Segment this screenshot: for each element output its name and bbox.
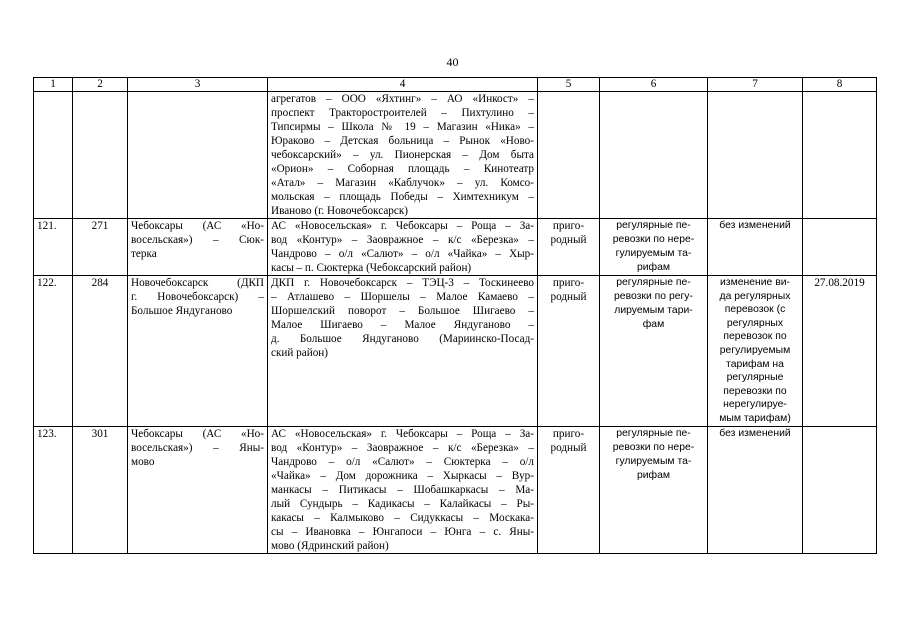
route-path xyxy=(268,219,538,276)
table-row xyxy=(34,219,877,276)
cell-text-line: какасы – Калмыково – Сидуккасы – Москака- xyxy=(271,511,534,524)
cell-text-line: сы – Ивановка – Юнгапоси – Юнга – с. Яны- xyxy=(271,525,534,538)
cell-text-line: Чандрово – о/л «Салют» – о/л «Чайка» – Хыр- xyxy=(271,248,534,260)
cell-text-line: «Орион» – Соборная площадь – Кинотеатр xyxy=(271,163,534,175)
cell-text-line: приго- xyxy=(552,277,585,289)
route-type xyxy=(538,92,600,219)
transport-kind xyxy=(600,276,708,427)
cell-text-line: да регулярных xyxy=(719,290,791,302)
cell-text-line: г. Новочебоксарск) – xyxy=(131,291,264,303)
cell-text-line: регулярные пе- xyxy=(616,220,691,231)
route-path xyxy=(268,92,538,219)
cell-text-line: проспект Тракторостроителей – Пихтулино – xyxy=(271,107,534,119)
route-type xyxy=(538,276,600,427)
cell-text-line: ревозки по нере- xyxy=(612,234,695,245)
cell-text-line: мольская – площадь Победы – Химтехникум – xyxy=(271,191,534,203)
cell-text-line: тарифам на xyxy=(726,358,784,370)
registration-number: 301 xyxy=(73,426,128,553)
change-description xyxy=(708,426,803,553)
cell-text-line: Чандрово – о/л «Салют» – Сюктерка – о/л xyxy=(271,455,534,468)
cell-text-line: ДКП г. Новочебоксарск – ТЭЦ-3 – Тоскинеево xyxy=(271,277,534,289)
cell-text-line: вод «Контур» – Заовражное – к/с «Березка» – xyxy=(271,234,534,246)
cell-text-line: без изменений xyxy=(719,427,791,439)
change-description xyxy=(708,276,803,427)
route-path xyxy=(268,426,538,553)
cell-text-line: терка xyxy=(131,248,157,260)
column-header: 7 xyxy=(708,78,803,92)
cell-text-line: рифам xyxy=(636,262,671,273)
cell-text-line: манкасы – Питикасы – Шобашкаркасы – Ма- xyxy=(271,483,534,496)
column-header: 8 xyxy=(803,78,877,92)
cell-text-line: гулируемым та- xyxy=(615,248,692,259)
cell-text-line: Чебоксары (АС «Но- xyxy=(131,427,264,440)
cell-text-line: перевозок по xyxy=(723,331,787,343)
cell-text-line: регулируемым xyxy=(719,344,791,356)
change-date xyxy=(803,92,877,219)
cell-text-line: Большое Яндуганово xyxy=(131,305,233,317)
cell-text-line: регулярные пе- xyxy=(616,277,691,288)
route-type xyxy=(538,219,600,276)
cell-text-line: Юраково – Детская больница – Рынок «Ново- xyxy=(271,135,534,147)
cell-text-line: восельская») – Яны- xyxy=(131,441,264,454)
cell-text-line: лый Сундырь – Кадикасы – Калайкасы – Ры- xyxy=(271,497,534,510)
column-header: 3 xyxy=(128,78,268,92)
cell-text-line: д. Большое Яндуганово (Мариинско-Посад- xyxy=(271,333,534,345)
cell-text-line: родный xyxy=(550,291,587,303)
route-name xyxy=(128,426,268,553)
cell-text-line: приго- xyxy=(552,427,585,440)
cell-text-line: приго- xyxy=(552,220,585,232)
cell-text-line: перевозки по xyxy=(723,385,787,397)
registration-number xyxy=(73,92,128,219)
routes-table xyxy=(33,77,877,554)
column-header: 5 xyxy=(538,78,600,92)
cell-text-line: «Атал» – Магазин «Каблучок» – ул. Комсо- xyxy=(271,177,534,189)
cell-text-line: рифам xyxy=(636,469,671,481)
transport-kind xyxy=(600,219,708,276)
cell-text-line: чебоксарский» – ул. Пионерская – Дом быта xyxy=(271,149,534,161)
cell-text-line: лируемым тари- xyxy=(614,305,693,316)
route-name xyxy=(128,219,268,276)
registration-number: 271 xyxy=(73,219,128,276)
cell-text-line: АС «Новосельская» г. Чебоксары – Роща – За- xyxy=(271,220,534,232)
cell-text-line: без изменений xyxy=(719,220,791,231)
cell-text-line: мым тарифам) xyxy=(719,412,791,424)
cell-text-line: мово (Ядринский район) xyxy=(271,539,389,552)
cell-text-line: регулярные пе- xyxy=(616,427,691,439)
cell-text-line: вод «Контур» – Заовражное – к/с «Березка» – xyxy=(271,441,534,454)
column-number-row xyxy=(34,78,877,92)
cell-text-line: ский район) xyxy=(271,347,329,359)
row-number xyxy=(34,92,73,219)
cell-text-line: фам xyxy=(642,319,665,330)
cell-text-line: ревозки по регу- xyxy=(614,291,693,302)
transport-kind xyxy=(600,92,708,219)
cell-text-line: Чебоксары (АС «Но- xyxy=(131,220,264,232)
column-header: 6 xyxy=(600,78,708,92)
change-date xyxy=(803,219,877,276)
cell-text-line: Малое Шигаево – Малое Яндуганово – xyxy=(271,319,534,331)
table-row xyxy=(34,276,877,427)
table-row xyxy=(34,426,877,553)
cell-text-line: ревозки по нере- xyxy=(612,441,695,453)
cell-text-line: касы – п. Сюктерка (Чебоксарский район) xyxy=(271,262,472,274)
row-number: 121. xyxy=(34,219,73,276)
cell-text-line: агрегатов – ООО «Яхтинг» – АО «Инкост» – xyxy=(271,93,534,105)
cell-text-line: «Чайка» – Дом дорожника – Хыркасы – Вур- xyxy=(271,469,534,482)
cell-text-line: регулярные xyxy=(726,372,784,384)
cell-text-line: Шоршелский поворот – Большое Шигаево – xyxy=(271,305,534,317)
registration-number: 284 xyxy=(73,276,128,427)
route-type xyxy=(538,426,600,553)
cell-text-line: АС «Новосельская» г. Чебоксары – Роща – За- xyxy=(271,427,534,440)
column-header: 4 xyxy=(268,78,538,92)
route-name xyxy=(128,276,268,427)
cell-text-line: изменение ви- xyxy=(720,277,790,288)
cell-text-line: мово xyxy=(131,455,155,468)
cell-text-line: перевозок (с xyxy=(724,304,786,316)
page-number: 40 xyxy=(446,55,459,69)
cell-text-line: нерегулируе- xyxy=(723,399,787,411)
table-row xyxy=(34,92,877,219)
column-header: 1 xyxy=(34,78,73,92)
cell-text-line: регулярных xyxy=(726,317,784,329)
cell-text-line: Новочебоксарск (ДКП xyxy=(131,277,264,289)
column-header: 2 xyxy=(73,78,128,92)
route-path xyxy=(268,276,538,427)
cell-text-line: родный xyxy=(550,234,587,246)
cell-text-line: – Атлашево – Шоршелы – Малое Камаево – xyxy=(271,291,534,303)
row-number: 122. xyxy=(34,276,73,427)
route-name xyxy=(128,92,268,219)
change-description xyxy=(708,219,803,276)
transport-kind xyxy=(600,426,708,553)
cell-text-line: родный xyxy=(550,441,587,454)
cell-text-line: восельская») – Сюк- xyxy=(131,234,264,246)
change-description xyxy=(708,92,803,219)
cell-text-line: Иваново (г. Новочебоксарск) xyxy=(271,205,409,217)
cell-text-line: Типсирмы – Школа № 19 – Магазин «Ника» – xyxy=(271,121,534,133)
cell-text-line: гулируемым та- xyxy=(615,455,692,467)
row-number: 123. xyxy=(34,426,73,553)
change-date xyxy=(803,426,877,553)
change-date: 27.08.2019 xyxy=(803,276,877,427)
